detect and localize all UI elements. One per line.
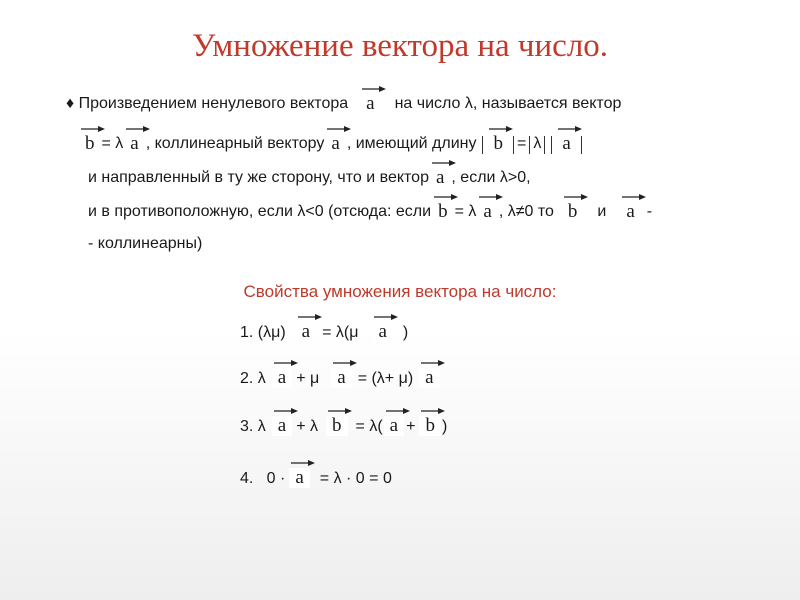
vector-a: a [556, 134, 576, 154]
vector-a: a [325, 134, 345, 154]
vector-arrow-icon [298, 312, 322, 322]
vector-a: a [620, 202, 640, 222]
property-text: + μ [296, 370, 320, 387]
abs-bar [513, 136, 514, 154]
definition-text: и направленный в ту же сторону, что и вектор [88, 169, 429, 186]
vector-arrow-icon [274, 358, 298, 368]
definition-text: и в противоположную, если λ<0 (отсюда: если [88, 203, 432, 220]
vector-a: a [372, 322, 392, 342]
property-text: = λ( [355, 418, 383, 435]
slide-title: Умножение вектора на число. [191, 28, 609, 64]
definition-text: , если λ>0, [451, 169, 531, 186]
property-3 [240, 416, 447, 436]
vector-arrow-icon [622, 192, 646, 202]
definition-text: = λ [454, 203, 477, 220]
definition-text: = [516, 135, 527, 152]
definition-text: , имеющий длину [346, 135, 477, 152]
definition-text: - [646, 203, 653, 220]
vector-b: b [79, 134, 101, 154]
vector-arrow-icon [479, 192, 503, 202]
property-text: 2. λ [240, 370, 266, 387]
vector-b: b [326, 416, 348, 436]
vector-a: a [272, 368, 292, 388]
property-text: = λ(μ [322, 324, 359, 341]
property-2 [240, 368, 441, 388]
vector-a: a [331, 368, 351, 388]
vector-a: a [384, 416, 404, 436]
definition-text: и [597, 203, 607, 220]
abs-bar [581, 136, 582, 154]
definition-line-1 [66, 94, 621, 114]
vector-arrow-icon [489, 124, 513, 134]
vector-arrow-icon [386, 406, 410, 416]
vector-b: b [432, 202, 454, 222]
property-text: ) [402, 324, 409, 341]
vector-arrow-icon [126, 124, 150, 134]
vector-a: a [124, 134, 144, 154]
property-text: = λ · 0 = 0 [319, 470, 392, 487]
definition-text: ♦ Произведением ненулевого вектора [66, 95, 349, 112]
vector-arrow-icon [274, 406, 298, 416]
definition-line-5 [88, 234, 202, 254]
vector-a: a [419, 368, 439, 388]
definition-text: - коллинеарны) [88, 235, 203, 252]
property-text: 1. (λμ) [240, 324, 286, 341]
vector-b: b [419, 416, 441, 436]
vector-arrow-icon [421, 406, 445, 416]
definition-line-3 [88, 168, 531, 188]
abs-bar [544, 136, 545, 154]
property-text: ) [441, 418, 448, 435]
vector-arrow-icon [421, 358, 445, 368]
vector-a: a [289, 468, 309, 488]
vector-a: a [296, 322, 316, 342]
vector-b: b [487, 134, 509, 154]
abs-bar [482, 136, 483, 154]
definition-text: λ [533, 135, 542, 152]
vector-arrow-icon [564, 192, 588, 202]
vector-arrow-icon [434, 192, 458, 202]
vector-a: a [360, 94, 380, 114]
vector-arrow-icon [291, 458, 315, 468]
property-text: 4. 0 · [240, 470, 286, 487]
vector-arrow-icon [81, 124, 105, 134]
abs-bar [529, 136, 530, 154]
vector-arrow-icon [362, 84, 386, 94]
vector-arrow-icon [558, 124, 582, 134]
property-text: + λ [296, 418, 319, 435]
abs-bar [551, 136, 552, 154]
property-text: + [406, 418, 416, 435]
vector-arrow-icon [333, 358, 357, 368]
vector-a: a [272, 416, 292, 436]
definition-text: , λ≠0 то [498, 203, 554, 220]
properties-heading: Свойства умножения вектора на число: [243, 282, 557, 301]
definition-text: на число λ, называется вектор [394, 95, 622, 112]
vector-arrow-icon [432, 158, 456, 168]
definition-text: , коллинеарный вектору [145, 135, 325, 152]
property-1 [240, 322, 408, 342]
vector-a: a [477, 202, 497, 222]
vector-arrow-icon [374, 312, 398, 322]
property-text: = (λ+ μ) [357, 370, 414, 387]
vector-b: b [562, 202, 584, 222]
definition-text: = λ [101, 135, 124, 152]
vector-arrow-icon [327, 124, 351, 134]
definition-line-4 [88, 202, 652, 222]
property-4 [240, 468, 392, 488]
vector-a: a [430, 168, 450, 188]
definition-line-2 [78, 134, 585, 154]
property-text: 3. λ [240, 418, 266, 435]
vector-arrow-icon [328, 406, 352, 416]
